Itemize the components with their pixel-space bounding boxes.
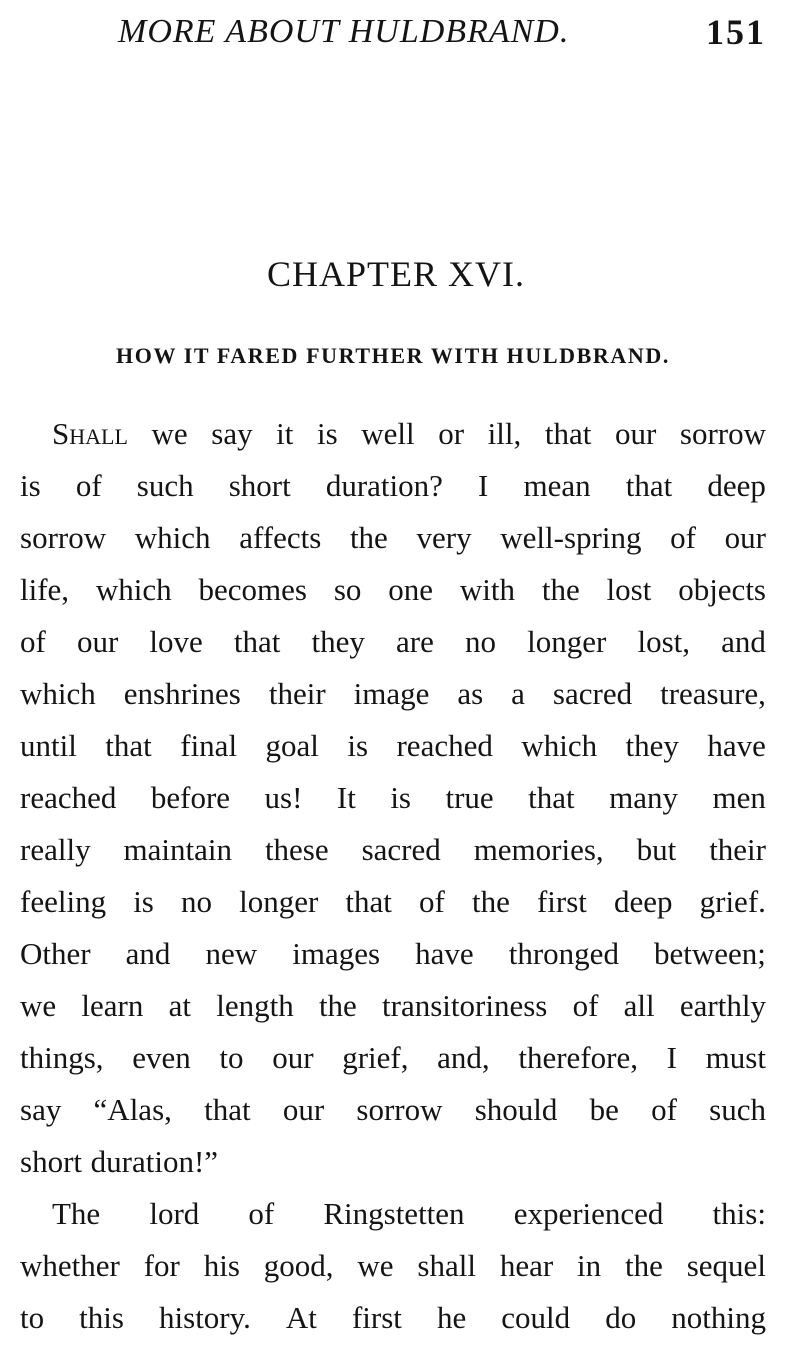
- text-line: [20, 408, 766, 460]
- word: no: [180, 884, 212, 919]
- word: could: [501, 1300, 571, 1335]
- word: a: [511, 676, 525, 711]
- word: and: [125, 936, 171, 971]
- word: life,: [20, 572, 70, 607]
- text-line: [20, 460, 766, 512]
- word: of: [651, 1092, 677, 1127]
- word: say: [20, 1092, 62, 1127]
- word: his: [203, 1248, 240, 1283]
- text-line: [20, 1084, 766, 1136]
- word: must: [705, 1040, 766, 1075]
- word: first: [351, 1300, 402, 1335]
- text-line: [20, 772, 766, 824]
- text-line: [20, 1240, 766, 1292]
- word: that: [204, 1092, 251, 1127]
- word: many: [609, 780, 679, 815]
- text-line: [20, 720, 766, 772]
- word: of: [20, 624, 46, 659]
- word: sacred: [552, 676, 633, 711]
- word: with: [459, 572, 515, 607]
- text-line: [20, 512, 766, 564]
- word: reached: [20, 780, 117, 815]
- word: that: [345, 884, 392, 919]
- word: duration?: [325, 468, 443, 503]
- word: the: [541, 572, 580, 607]
- word: history.: [159, 1300, 251, 1335]
- word: that: [233, 624, 281, 659]
- word: really: [20, 832, 91, 867]
- word: they: [625, 728, 679, 763]
- word: their: [268, 676, 326, 711]
- word: we: [357, 1248, 394, 1283]
- word: sorrow: [20, 520, 107, 555]
- word: deep: [707, 468, 766, 503]
- word: deep: [613, 884, 673, 919]
- word: sorrow: [356, 1092, 443, 1127]
- word: that: [625, 468, 673, 503]
- word: things,: [20, 1040, 104, 1075]
- word: shall: [417, 1248, 476, 1283]
- word: At: [285, 1300, 317, 1335]
- word: learn: [81, 988, 144, 1023]
- word: have: [707, 728, 766, 763]
- word: is: [133, 884, 154, 919]
- word: duration!”: [90, 1144, 219, 1179]
- word: sacred: [361, 832, 441, 867]
- word: he: [436, 1300, 467, 1335]
- word: true: [445, 780, 494, 815]
- chapter-subtitle: HOW IT FARED FURTHER WITH HULDBRAND.: [116, 343, 670, 368]
- word: even: [132, 1040, 191, 1075]
- word: the: [471, 884, 510, 919]
- word: these: [264, 832, 329, 867]
- word: the: [318, 988, 357, 1023]
- word: thronged: [508, 936, 619, 971]
- word: that: [528, 780, 575, 815]
- word: it: [276, 416, 294, 451]
- word: their: [709, 832, 766, 867]
- word: of: [572, 988, 599, 1023]
- word: hear: [499, 1248, 554, 1283]
- word: have: [415, 936, 474, 971]
- word: of: [75, 468, 102, 503]
- word: nothing: [671, 1300, 766, 1335]
- word: that: [105, 728, 152, 763]
- word: affects: [239, 520, 322, 555]
- word: good,: [263, 1248, 334, 1283]
- word: is: [347, 728, 369, 763]
- word: do: [605, 1300, 637, 1335]
- word: lord: [149, 1196, 200, 1231]
- word: treasure,: [660, 676, 766, 711]
- word: and,: [437, 1040, 490, 1075]
- word: say: [211, 416, 253, 451]
- word: sequel: [686, 1248, 766, 1283]
- word: we: [20, 988, 57, 1023]
- word: at: [168, 988, 191, 1023]
- word: our: [272, 1040, 314, 1075]
- word: this:: [712, 1196, 766, 1231]
- word: is: [20, 468, 41, 503]
- word: of: [670, 520, 696, 555]
- word: transitoriness: [382, 988, 548, 1023]
- word: all: [623, 988, 655, 1023]
- word: is: [317, 416, 338, 451]
- word: I: [478, 468, 489, 503]
- word: objects: [678, 572, 766, 607]
- word: feeling: [20, 884, 107, 919]
- word: no: [465, 624, 496, 659]
- word: grief,: [342, 1040, 409, 1075]
- word: but: [636, 832, 677, 867]
- word: short: [20, 1144, 82, 1179]
- word: our: [76, 624, 119, 659]
- word: new: [205, 936, 258, 971]
- word: earthly: [679, 988, 766, 1023]
- text-line: [20, 1292, 766, 1344]
- word: well-spring: [500, 520, 642, 555]
- text-line: [20, 980, 766, 1032]
- running-head: [0, 10, 786, 60]
- text-line: [20, 1136, 766, 1188]
- word: experienced: [513, 1196, 664, 1231]
- text-line: [20, 928, 766, 980]
- word: until: [20, 728, 77, 763]
- word: which: [521, 728, 598, 763]
- word: very: [416, 520, 472, 555]
- word: longer: [527, 624, 607, 659]
- word: we: [151, 416, 188, 451]
- word: the: [349, 520, 388, 555]
- text-line: [20, 1032, 766, 1084]
- word: one: [388, 572, 434, 607]
- word: of: [248, 1196, 275, 1231]
- word: or: [438, 416, 465, 451]
- word: to: [219, 1040, 244, 1075]
- word: “Alas,: [93, 1092, 172, 1127]
- running-title: MORE ABOUT HULDBRAND.: [118, 13, 570, 50]
- word: men: [712, 780, 766, 815]
- word: image: [353, 676, 430, 711]
- text-line: [20, 564, 766, 616]
- word: length: [216, 988, 294, 1023]
- word: and: [721, 624, 766, 659]
- word: becomes: [198, 572, 307, 607]
- word: It: [336, 780, 356, 815]
- word: our: [614, 416, 657, 451]
- text-line: [20, 668, 766, 720]
- chapter-title: CHAPTER XVI.: [266, 254, 525, 294]
- word: in: [577, 1248, 602, 1283]
- word: should: [474, 1092, 558, 1127]
- word: first: [536, 884, 587, 919]
- word: which: [95, 572, 172, 607]
- text-line: [20, 616, 766, 668]
- word: grief.: [699, 884, 766, 919]
- word: of: [419, 884, 445, 919]
- word: love: [149, 624, 203, 659]
- word: such: [709, 1092, 766, 1127]
- word: that: [544, 416, 592, 451]
- text-line: [20, 1188, 766, 1240]
- word: final: [180, 728, 238, 763]
- word: so: [333, 572, 362, 607]
- word: Other: [20, 936, 91, 971]
- word: well: [361, 416, 415, 451]
- word: The: [52, 1196, 101, 1231]
- word: goal: [265, 728, 319, 763]
- word: short: [228, 468, 291, 503]
- word: our: [282, 1092, 325, 1127]
- word: be: [589, 1092, 619, 1127]
- word: enshrines: [123, 676, 241, 711]
- word: such: [136, 468, 194, 503]
- word: reached: [396, 728, 493, 763]
- body-text: [20, 408, 766, 1344]
- word: memories,: [473, 832, 604, 867]
- word: as: [457, 676, 484, 711]
- word: which: [20, 676, 96, 711]
- word: whether: [20, 1248, 120, 1283]
- word: maintain: [123, 832, 232, 867]
- text-line: [20, 824, 766, 876]
- word: which: [134, 520, 211, 555]
- word: longer: [239, 884, 319, 919]
- word: Ringstetten: [323, 1196, 465, 1231]
- word: mean: [523, 468, 591, 503]
- word: our: [724, 520, 766, 555]
- word: images: [292, 936, 381, 971]
- word: are: [396, 624, 434, 659]
- word: ill,: [487, 416, 522, 451]
- word: before: [150, 780, 231, 815]
- word: this: [79, 1300, 124, 1335]
- word: they: [311, 624, 365, 659]
- word: between;: [654, 936, 766, 971]
- word: therefore,: [518, 1040, 638, 1075]
- word: to: [20, 1300, 45, 1335]
- word: us!: [264, 780, 303, 815]
- word: is: [390, 780, 411, 815]
- word: the: [625, 1248, 663, 1283]
- word: lost: [606, 572, 652, 607]
- page-number: 151: [706, 12, 766, 52]
- word: lost,: [637, 624, 690, 659]
- text-line: [20, 876, 766, 928]
- word: for: [143, 1248, 180, 1283]
- word: I: [666, 1040, 677, 1075]
- word: sorrow: [679, 416, 766, 451]
- word: Shall: [52, 416, 128, 451]
